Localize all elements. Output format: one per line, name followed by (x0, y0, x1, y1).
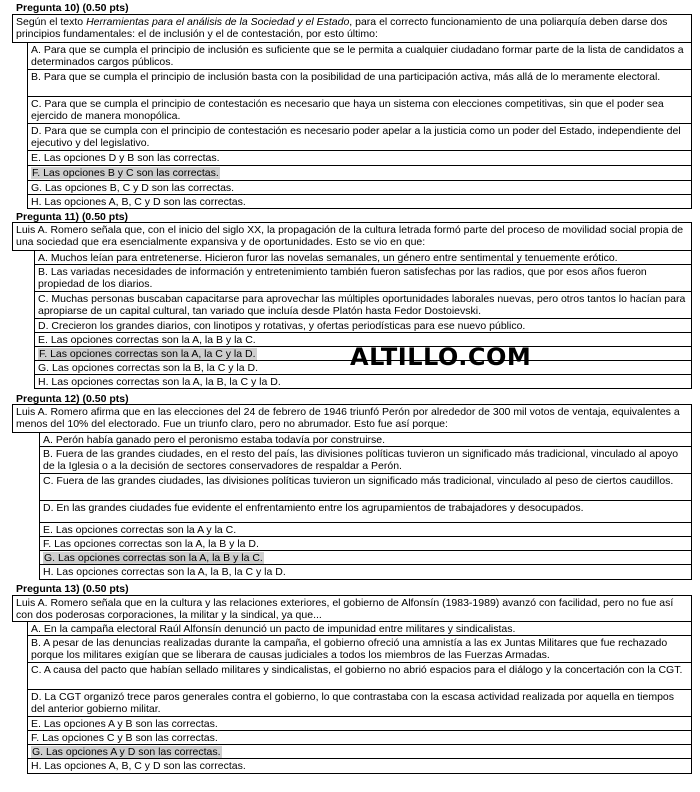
question-10-stem-title: Herramientas para el análisis de la Sociedad y el Estado (86, 16, 350, 28)
question-10-selected-answer: F. Las opciones B y C son las correctas. (32, 167, 219, 179)
question-10-header: Pregunta 10) (0.50 pts) (16, 2, 129, 14)
question-11-option-b[interactable]: B. Las variadas necesidades de información y entretenimiento también fueron satisfechas por las radios, que por esos años fueron propiedad de los diarios. (34, 265, 692, 292)
question-12-selected-answer: G. Las opciones correctas son la A, la B y la C. (44, 552, 263, 564)
question-11-option-g[interactable]: G. Las opciones correctas son la B, la C y la D. (34, 361, 692, 375)
question-10-option-h[interactable]: H. Las opciones A, B, C y D son las correctas. (27, 195, 692, 209)
question-13-option-g[interactable] (27, 745, 692, 759)
question-10-option-f[interactable] (27, 166, 692, 181)
question-10-option-c[interactable]: C. Para que se cumpla el principio de contestación es necesario que haya un sistema con elecciones competitivas, sin que el poder sea ejercido de manera monopólica. (27, 97, 692, 124)
question-11-option-d[interactable]: D. Crecieron los grandes diarios, con linotipos y rotativas, y ofertas periodísticas para ese nuevo público. (34, 319, 692, 333)
question-10-stem (12, 14, 692, 43)
question-12-header: Pregunta 12) (0.50 pts) (16, 393, 129, 405)
question-10-stem-post: , para el correcto funcionamiento de una poliarquía deben darse dos principios fundamentales: el de inclusión y el de contestación, por esto último: (16, 16, 668, 41)
question-11-stem: Luis A. Romero señala que, con el inicio del siglo XX, la propagación de la cultura letrada formó parte del proceso de movilidad social propia de una sociedad que era esencialmente expansiva y de oportunidades. Esto se vio en que: (12, 222, 692, 251)
question-12-option-b[interactable]: B. Fuera de las grandes ciudades, en el resto del país, las divisiones políticas tuvieron un significado más tradicional, vinculado al apoyo de la Iglesia o a la decisión de sectores conservadores de respaldar a Perón. (39, 447, 692, 474)
question-12-option-g[interactable] (39, 551, 692, 565)
question-13-stem: Luis A. Romero señala que en la cultura y las relaciones exteriores, el gobierno de Alfonsín (1983-1989) avanzó con facilidad, pero no fue así con dos poderosas corporaciones, la militar y la sindical, ya que... (12, 595, 692, 622)
question-12-stem: Luis A. Romero afirma que en las elecciones del 24 de febrero de 1946 triunfó Perón por alrededor de 300 mil votos de ventaja, equivalentes a menos del 10% del electorado. Fue un triunfo claro, pero no abrumador. Esto fue así porque: (12, 404, 692, 433)
question-13-option-h[interactable]: H. Las opciones A, B, C y D son las correctas. (27, 759, 692, 774)
question-13-option-b[interactable]: B. A pesar de las denuncias realizadas durante la campaña, el gobierno ofreció una amnistía a las ex Juntas Militares que fue rechazado porque los militares exigían que se liberara de causas judiciales a todos los miembros de las Fuerzas Armadas. (27, 636, 692, 663)
question-10-option-g[interactable]: G. Las opciones B, C y D son las correctas. (27, 181, 692, 195)
question-11-header: Pregunta 11) (0.50 pts) (16, 211, 129, 223)
question-11-selected-answer: F. Las opciones correctas son la A, la C y la D. (39, 348, 256, 360)
question-11-option-a[interactable]: A. Muchos leían para entretenerse. Hicieron furor las novelas semanales, un género entre sentimental y tenuemente erótico. (34, 251, 692, 265)
question-11-option-e[interactable]: E. Las opciones correctas son la A, la B y la C. (34, 333, 692, 347)
question-10-option-b[interactable]: B. Para que se cumpla el principio de inclusión basta con la posibilidad de una participación activa, más allá de lo meramente electoral. (27, 70, 692, 97)
question-11-option-h[interactable]: H. Las opciones correctas son la A, la B, la C y la D. (34, 375, 692, 389)
question-13-header: Pregunta 13) (0.50 pts) (16, 583, 129, 595)
question-11-option-c[interactable]: C. Muchas personas buscaban capacitarse para aprovechar las múltiples oportunidades laborales nuevas, pero otros tantos lo hacían para apropiarse de un capital cultural, tan variado que incluía desde Platón hasta Fedor Dostoievski. (34, 292, 692, 319)
question-13-option-f[interactable]: F. Las opciones C y B son las correctas. (27, 731, 692, 745)
question-12-option-a[interactable]: A. Perón había ganado pero el peronismo estaba todavía por construirse. (39, 433, 692, 447)
question-10-option-a[interactable]: A. Para que se cumpla el principio de inclusión es suficiente que se le permita a cualquier ciudadano formar parte de la lista de candidatos a determinados cargos públicos. (27, 43, 692, 70)
altillo-watermark: ALTILLO.COM (350, 343, 532, 371)
question-13-option-e[interactable]: E. Las opciones A y B son las correctas. (27, 717, 692, 731)
question-12-option-c[interactable]: C. Fuera de las grandes ciudades, las divisiones políticas tuvieron un significado más tradicional, vinculado al peso de ciertos caudillos. (39, 474, 692, 501)
question-12-option-e[interactable]: E. Las opciones correctas son la A y la C. (39, 523, 692, 537)
question-13-option-c[interactable]: C. A causa del pacto que habían sellado militares y sindicalistas, el gobierno no abrió espacios para el diálogo y la concertación con la CGT. (27, 663, 692, 690)
question-10-stem-pre: Según el texto (16, 16, 87, 28)
question-13-option-d[interactable]: D. La CGT organizó trece paros generales contra el gobierno, lo que contrastaba con la escasa actividad realizada por aquella en tiempos del anterior gobierno militar. (27, 690, 692, 717)
question-13-selected-answer: G. Las opciones A y D son las correctas. (32, 746, 221, 758)
question-12-option-f[interactable]: F. Las opciones correctas son la A, la B y la D. (39, 537, 692, 551)
question-10-option-d[interactable]: D. Para que se cumpla con el principio de contestación es necesario poder apelar a la justicia como un poder del Estado, independiente del ejecutivo y del legislativo. (27, 124, 692, 151)
question-13-option-a[interactable]: A. En la campaña electoral Raúl Alfonsín denunció un pacto de impunidad entre militares y sindicalistas. (27, 622, 692, 636)
question-10-option-e[interactable]: E. Las opciones D y B son las correctas. (27, 151, 692, 166)
question-12-option-d[interactable]: D. En las grandes ciudades fue evidente el enfrentamiento entre los agrupamientos de trabajadores y desocupados. (39, 501, 692, 523)
question-12-option-h[interactable]: H. Las opciones correctas son la A, la B, la C y la D. (39, 565, 692, 580)
